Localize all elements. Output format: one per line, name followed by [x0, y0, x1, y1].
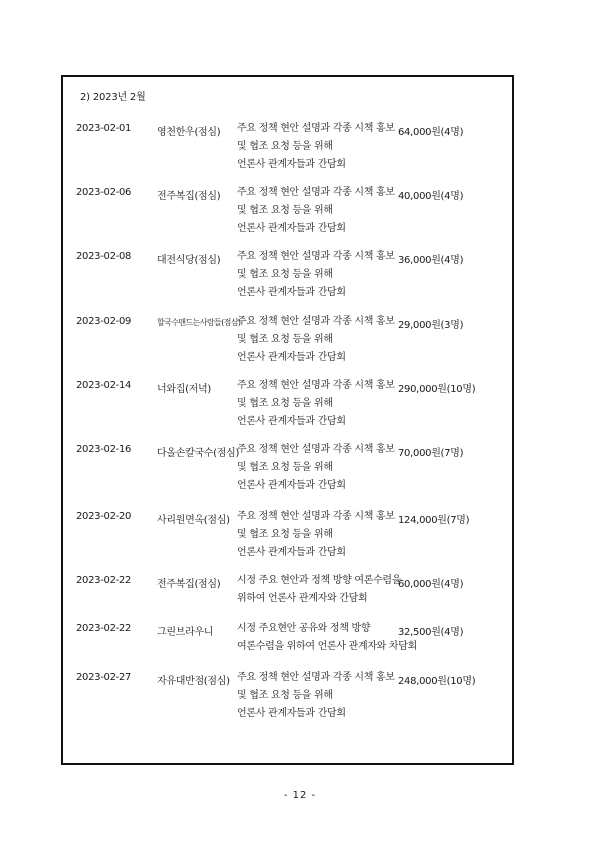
entry-date: 2023-02-27: [76, 672, 132, 683]
entry-date: 2023-02-06: [76, 187, 132, 198]
entry-purpose-line: 언론사 관계자들과 간담회: [237, 352, 346, 363]
entry-amount: 248,000원(10명): [398, 676, 476, 687]
entry-purpose: [237, 251, 397, 305]
entry-purpose-line: 언론사 관계자들과 간담회: [237, 416, 346, 427]
entry-place: 전주복집(점심): [157, 579, 221, 590]
entry-purpose-line: 주요 정책 현안 설명과 각종 시책 홍보: [237, 672, 395, 683]
entry-date: 2023-02-16: [76, 444, 132, 455]
entry-purpose: [237, 575, 402, 611]
entry-purpose-line: 언론사 관계자들과 간담회: [237, 159, 346, 170]
expense-entry: [0, 511, 600, 571]
section-heading: 2) 2023년 2월: [80, 92, 146, 103]
entry-purpose: [237, 672, 397, 726]
entry-purpose-line: 언론사 관계자들과 간담회: [237, 480, 346, 491]
expense-entry: [0, 187, 600, 247]
entry-purpose: [237, 444, 397, 498]
entry-purpose-line: 주요 정책 현안 설명과 각종 시책 홍보: [237, 316, 395, 327]
page-number: - 12 -: [283, 790, 317, 801]
entry-purpose-line: 언론사 관계자들과 간담회: [237, 287, 346, 298]
entry-purpose-line: 언론사 관계자들과 간담회: [237, 708, 346, 719]
entry-amount: 64,000원(4명): [398, 127, 464, 138]
entry-amount: 290,000원(10명): [398, 384, 476, 395]
entry-amount: 124,000원(7명): [398, 515, 470, 526]
entry-amount: 36,000원(4명): [398, 255, 464, 266]
entry-purpose-line: 및 협조 요청 등을 위해: [237, 205, 333, 216]
expense-entry: [0, 251, 600, 311]
expense-entry: [0, 316, 600, 376]
entry-purpose-line: 및 협조 요청 등을 위해: [237, 269, 333, 280]
entry-purpose: [237, 623, 417, 659]
entry-purpose: [237, 123, 397, 177]
entry-place: 할국수맨드는사람들(점심): [157, 318, 241, 327]
entry-place: 다올손칼국수(점심): [157, 448, 240, 459]
entry-purpose-line: 및 협조 요청 등을 위해: [237, 529, 333, 540]
entry-purpose-line: 주요 정책 현안 설명과 각종 시책 홍보: [237, 187, 395, 198]
entry-amount: 32,500원(4명): [398, 627, 464, 638]
entry-purpose: [237, 187, 397, 241]
entry-purpose-line: 주요 정책 현안 설명과 각종 시책 홍보: [237, 251, 395, 262]
entry-date: 2023-02-22: [76, 623, 132, 634]
entry-purpose-line: 시정 주요 현안과 정책 방향 여론수렴을: [237, 575, 402, 586]
entry-purpose-line: 및 협조 요청 등을 위해: [237, 334, 333, 345]
entry-date: 2023-02-20: [76, 511, 132, 522]
entry-purpose-line: 시정 주요현안 공유와 정책 방향: [237, 623, 371, 634]
entry-amount: 29,000원(3명): [398, 320, 464, 331]
entry-place: 대전식당(점심): [157, 255, 221, 266]
entry-date: 2023-02-09: [76, 316, 132, 327]
entry-place: 자유대반점(점심): [157, 676, 230, 687]
entry-date: 2023-02-01: [76, 123, 132, 134]
expense-entry: [0, 444, 600, 504]
entry-purpose-line: 언론사 관계자들과 간담회: [237, 223, 346, 234]
entry-purpose-line: 주요 정책 현안 설명과 각종 시책 홍보: [237, 123, 395, 134]
entry-amount: 60,000원(4명): [398, 579, 464, 590]
entry-date: 2023-02-08: [76, 251, 132, 262]
entry-purpose: [237, 511, 397, 565]
entry-place: 그린브라우니: [157, 627, 214, 638]
entry-purpose-line: 여론수렴을 위하여 언론사 관계자와 차담회: [237, 641, 417, 652]
entry-purpose-line: 주요 정책 현안 설명과 각종 시책 홍보: [237, 444, 395, 455]
entry-purpose: [237, 316, 397, 370]
entry-place: 영천한우(점심): [157, 127, 221, 138]
entry-place: 전주복집(점심): [157, 191, 221, 202]
entry-amount: 70,000원(7명): [398, 448, 464, 459]
expense-entry: [0, 672, 600, 732]
entry-purpose-line: 주요 정책 현안 설명과 각종 시책 홍보: [237, 511, 395, 522]
entry-purpose-line: 및 협조 요청 등을 위해: [237, 462, 333, 473]
entry-place: 너와집(저녁): [157, 384, 212, 395]
entry-date: 2023-02-14: [76, 380, 132, 391]
entry-purpose-line: 언론사 관계자들과 간담회: [237, 547, 346, 558]
entry-purpose-line: 및 협조 요청 등을 위해: [237, 690, 333, 701]
entry-purpose: [237, 380, 397, 434]
entry-amount: 40,000원(4명): [398, 191, 464, 202]
entry-purpose-line: 위하여 언론사 관계자와 간담회: [237, 593, 368, 604]
entry-purpose-line: 주요 정책 현안 설명과 각종 시책 홍보: [237, 380, 395, 391]
entry-purpose-line: 및 협조 요청 등을 위해: [237, 398, 333, 409]
expense-entry: [0, 380, 600, 440]
entry-date: 2023-02-22: [76, 575, 132, 586]
entry-place: 사리원면옥(점심): [157, 515, 230, 526]
entry-purpose-line: 및 협조 요청 등을 위해: [237, 141, 333, 152]
expense-entry: [0, 123, 600, 183]
